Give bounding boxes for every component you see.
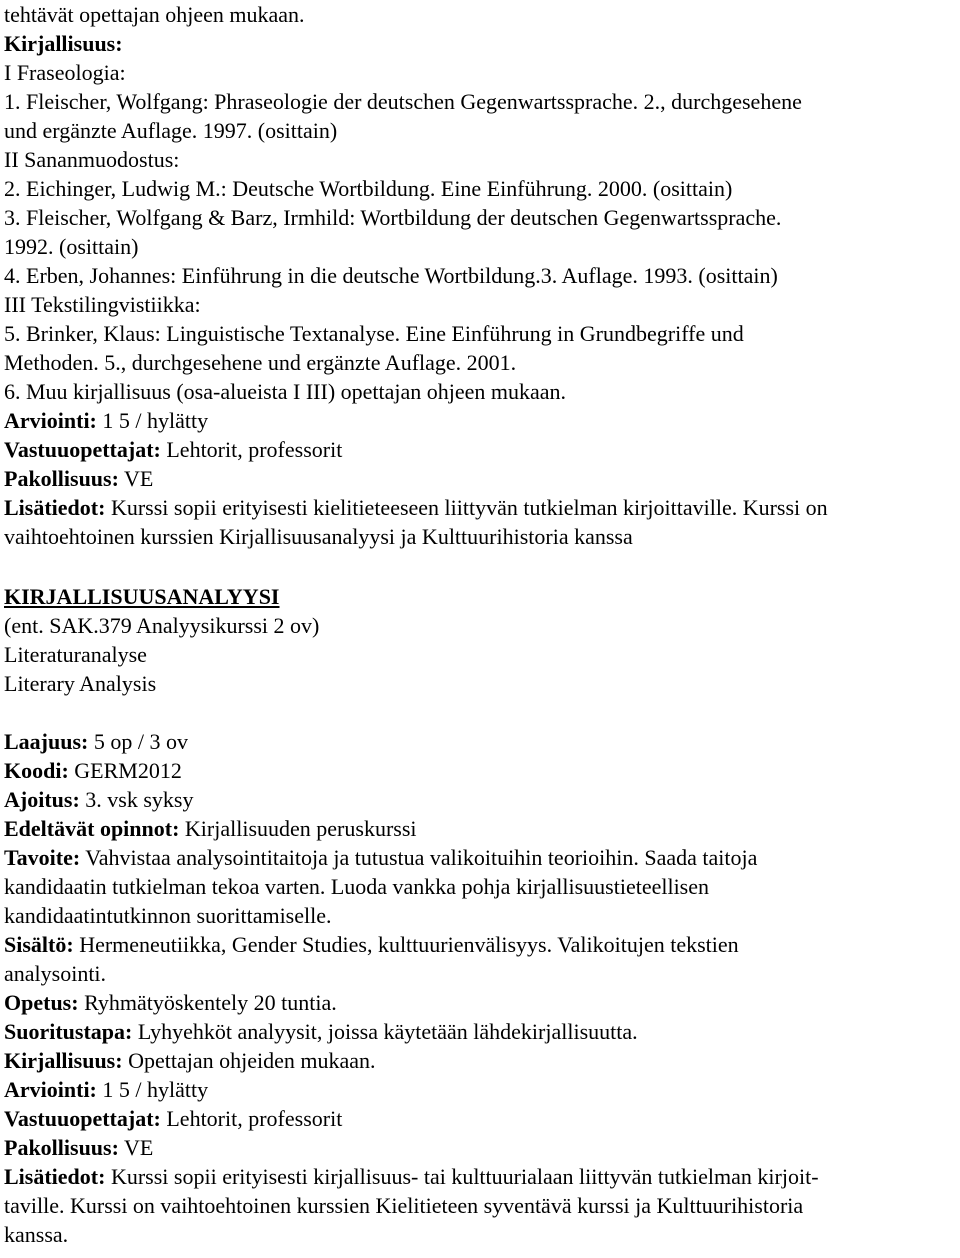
course-name-german: Literaturanalyse <box>4 642 147 667</box>
mandatory-row-2 <box>4 1133 153 1162</box>
content-value: Hermeneutiikka, Gender Studies, kulttuurienvälisyys. Valikoitujen tekstien <box>73 932 739 957</box>
additional-info-2-line-3: kanssa. <box>4 1222 69 1247</box>
reference-4: 4. Erben, Johannes: Einführung in die deutsche Wortbildung.3. Auflage. 1993. (osittain) <box>4 263 778 288</box>
teachers-label-2: Vastuuopettajat: <box>4 1106 161 1131</box>
completion-label: Suoritustapa: <box>4 1019 133 1044</box>
additional-info-label: Lisätiedot: <box>4 495 106 520</box>
grading-row-2 <box>4 1075 208 1104</box>
additional-info-row <box>4 493 828 522</box>
teachers-label: Vastuuopettajat: <box>4 437 161 462</box>
literature-row <box>4 1046 376 1075</box>
goal-value: Vahvistaa analysointitaitoja ja tutustua valikoituihin teorioihin. Saada taitoja <box>80 845 758 870</box>
prerequisites-value: Kirjallisuuden peruskurssi <box>179 816 417 841</box>
completion-value: Lyhyehköt analyysit, joissa käytetään lähdekirjallisuutta. <box>132 1019 638 1044</box>
grading-value-2: 1 5 / hylätty <box>96 1077 209 1102</box>
reference-5-line-2: Methoden. 5., durchgesehene und ergänzte Auflage. 2001. <box>4 350 517 375</box>
course-name-english: Literary Analysis <box>4 671 157 696</box>
completion-row <box>4 1017 638 1046</box>
subsection-fraseologia: I Fraseologia: <box>4 60 126 85</box>
goal-row <box>4 843 757 872</box>
additional-info-row-2 <box>4 1162 819 1191</box>
grading-label: Arviointi: <box>4 408 97 433</box>
former-course-code: (ent. SAK.379 Analyysikurssi 2 ov) <box>4 613 320 638</box>
scope-row <box>4 727 188 756</box>
code-label: Koodi: <box>4 758 69 783</box>
reference-1-line-1: 1. Fleischer, Wolfgang: Phraseologie der deutschen Gegenwartssprache. 2., durchgesehene <box>4 89 802 114</box>
goal-line-2: kandidaatin tutkielman tekoa varten. Luoda vankka pohja kirjallisuustieteellisen <box>4 874 710 899</box>
literature-value: Opettajan ohjeiden mukaan. <box>122 1048 376 1073</box>
continuation-text: tehtävät opettajan ohjeen mukaan. <box>4 2 305 27</box>
additional-info-value: Kurssi sopii erityisesti kielitieteeseen liittyvän tutkielman kirjoittaville. Kurssi on <box>105 495 828 520</box>
additional-info-2-line-2: taville. Kurssi on vaihtoehtoinen kurssien Kielitieteen syventävä kurssi ja Kulttuurihistoria <box>4 1193 804 1218</box>
content-line-2: analysointi. <box>4 961 107 986</box>
teachers-value: Lehtorit, professorit <box>160 437 343 462</box>
subsection-sananmuodostus: II Sananmuodostus: <box>4 147 180 172</box>
teachers-row <box>4 435 342 464</box>
code-row <box>4 756 182 785</box>
reference-1-line-2: und ergänzte Auflage. 1997. (osittain) <box>4 118 338 143</box>
literature-label-2: Kirjallisuus: <box>4 1048 123 1073</box>
grading-row <box>4 406 208 435</box>
teachers-row-2 <box>4 1104 342 1133</box>
additional-info-line-2: vaihtoehtoinen kurssien Kirjallisuusanalyysi ja Kulttuurihistoria kanssa <box>4 524 633 549</box>
code-value: GERM2012 <box>68 758 182 783</box>
teaching-row <box>4 988 337 1017</box>
reference-6: 6. Muu kirjallisuus (osa-alueista I III) opettajan ohjeen mukaan. <box>4 379 567 404</box>
timing-value: 3. vsk syksy <box>79 787 194 812</box>
timing-label: Ajoitus: <box>4 787 80 812</box>
scope-label: Laajuus: <box>4 729 89 754</box>
teachers-value-2: Lehtorit, professorit <box>160 1106 343 1131</box>
timing-row <box>4 785 193 814</box>
grading-value: 1 5 / hylätty <box>96 408 209 433</box>
subsection-tekstilingvistiikka: III Tekstilingvistiikka: <box>4 292 201 317</box>
mandatory-label: Pakollisuus: <box>4 466 119 491</box>
additional-info-value-2: Kurssi sopii erityisesti kirjallisuus- tai kulttuurialaan liittyvän tutkielman kirjoit- <box>105 1164 819 1189</box>
teaching-value: Ryhmätyöskentely 20 tuntia. <box>78 990 337 1015</box>
additional-info-label-2: Lisätiedot: <box>4 1164 106 1189</box>
content-label: Sisältö: <box>4 932 74 957</box>
reference-2: 2. Eichinger, Ludwig M.: Deutsche Wortbildung. Eine Einführung. 2000. (osittain) <box>4 176 733 201</box>
prerequisites-label: Edeltävät opinnot: <box>4 816 180 841</box>
reference-3-line-2: 1992. (osittain) <box>4 234 139 259</box>
goal-line-3: kandidaatintutkinnon suorittamiselle. <box>4 903 332 928</box>
section-title: KIRJALLISUUSANALYYSI <box>4 584 280 609</box>
reference-3-line-1: 3. Fleischer, Wolfgang & Barz, Irmhild: Wortbildung der deutschen Gegenwartssprache. <box>4 205 782 230</box>
grading-label-2: Arviointi: <box>4 1077 97 1102</box>
mandatory-value: VE <box>118 466 154 491</box>
mandatory-label-2: Pakollisuus: <box>4 1135 119 1160</box>
reference-5-line-1: 5. Brinker, Klaus: Linguistische Textanalyse. Eine Einführung in Grundbegriffe und <box>4 321 744 346</box>
goal-label: Tavoite: <box>4 845 81 870</box>
literature-label: Kirjallisuus: <box>4 31 123 56</box>
mandatory-row <box>4 464 153 493</box>
prerequisites-row <box>4 814 417 843</box>
scope-value: 5 op / 3 ov <box>88 729 188 754</box>
mandatory-value-2: VE <box>118 1135 154 1160</box>
teaching-label: Opetus: <box>4 990 79 1015</box>
content-row <box>4 930 739 959</box>
